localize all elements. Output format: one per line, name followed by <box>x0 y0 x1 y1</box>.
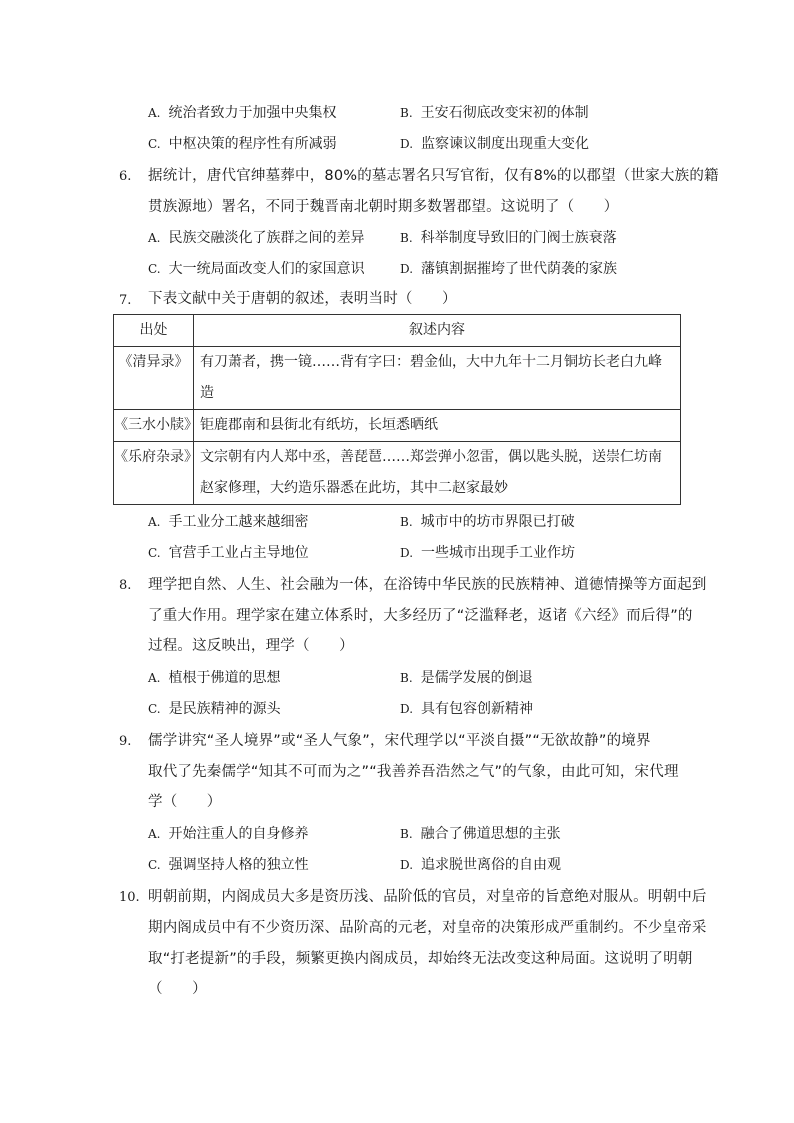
option-text: 具有包容创新精神 <box>421 701 534 717</box>
q7-option-d[interactable] <box>400 543 575 563</box>
option-key: B. <box>400 671 413 685</box>
option-key: A. <box>148 515 161 529</box>
q6-number: 6. <box>119 169 132 184</box>
q7-option-a[interactable] <box>148 512 308 532</box>
option-text: 城市中的坊市界限已打破 <box>420 514 575 530</box>
q9-option-c[interactable] <box>148 855 309 875</box>
q5-option-d[interactable] <box>400 134 589 154</box>
table-header: 出处 <box>114 315 194 347</box>
q10-stem-line: （ ） <box>148 981 207 997</box>
table-cell-source: 《清异录》 <box>114 347 194 410</box>
q6-stem-line: 据统计，唐代官绅墓葬中，80%的墓志署名只写官衔，仅有8%的以郡望（世家大族的籍 <box>148 168 719 184</box>
option-key: B. <box>400 515 413 529</box>
q9-option-b[interactable] <box>400 824 561 844</box>
option-key: B. <box>400 827 413 841</box>
q8-option-b[interactable] <box>400 668 533 688</box>
option-key: D. <box>400 858 414 872</box>
q6-option-d[interactable] <box>400 259 617 279</box>
q8-option-a[interactable] <box>148 668 280 688</box>
option-text: 中枢决策的程序性有所减弱 <box>168 136 337 152</box>
option-key: C. <box>148 262 161 276</box>
q9-stem-line: 取代了先秦儒学“知其不可而为之”“我善养吾浩然之气”的气象，由此可知，宋代理 <box>148 764 679 780</box>
table-cell-content <box>194 410 681 442</box>
option-text: 大一统局面改变人们的家国意识 <box>168 261 365 277</box>
q5-option-a[interactable] <box>148 103 336 123</box>
q7-number: 7. <box>119 293 132 308</box>
q10-stem-line: 明朝前期，内阁成员大多是资历浅、品阶低的官员，对皇帝的旨意绝对服从。明朝中后 <box>148 889 707 905</box>
q6-stem-line: 贯族源地）署名，不同于魏晋南北朝时期多数署郡望。这说明了（ ） <box>148 199 619 215</box>
q8-stem-line: 理学把自然、人生、社会融为一体，在浴铸中华民族的民族精神、道德情操等方面起到 <box>148 577 707 593</box>
option-text: 植根于佛道的思想 <box>168 670 281 686</box>
option-text: 手工业分工越来越细密 <box>168 514 309 530</box>
option-text: 官营手工业占主导地位 <box>168 545 309 561</box>
option-text: 科举制度导致旧的门阀士族衰落 <box>420 230 617 246</box>
option-text: 融合了佛道思想的主张 <box>420 826 561 842</box>
table-header-row <box>114 315 681 347</box>
q9-number: 9. <box>119 734 132 749</box>
q8-stem-line: 了重大作用。理学家在建立体系时，大多经历了“泛滥释老，返诸《六经》而后得”的 <box>148 608 693 624</box>
q6-option-b[interactable] <box>400 228 617 248</box>
option-key: D. <box>400 137 414 151</box>
option-text: 强调坚持人格的独立性 <box>168 857 309 873</box>
option-key: B. <box>400 231 413 245</box>
q10-stem-line: 取“打老提新”的手段，频繁更换内阁成员，却始终无法改变这种局面。这说明了明朝 <box>148 951 693 967</box>
content-line: 钜鹿郡南和县街北有纸坊，长垣悉晒纸 <box>200 417 438 433</box>
option-text: 统治者致力于加强中央集权 <box>168 105 337 121</box>
table-cell-source: 《三水小牍》 <box>114 410 194 442</box>
option-key: B. <box>400 106 413 120</box>
q8-number: 8. <box>119 578 132 593</box>
table-cell-source: 《乐府杂录》 <box>114 442 194 505</box>
q5-option-b[interactable] <box>400 103 589 123</box>
q8-stem-line: 过程。这反映出，理学（ ） <box>148 638 354 654</box>
q7-stem-line: 下表文献中关于唐朝的叙述，表明当时（ ） <box>148 291 457 307</box>
q6-option-c[interactable] <box>148 259 365 279</box>
content-line: 文宗朝有内人郑中丞，善琵琶……郑尝弹小忽雷，偶以匙头脱，送崇仁坊南 <box>200 449 662 465</box>
option-text: 藩镇割据摧垮了世代荫袭的家族 <box>421 261 618 277</box>
q10-stem-line: 期内阁成员中有不少资历深、品阶高的元老，对皇帝的决策形成严重制约。不少皇帝采 <box>148 920 707 936</box>
table-row <box>114 410 681 442</box>
q8-option-c[interactable] <box>148 699 281 719</box>
option-text: 开始注重人的自身修养 <box>168 826 309 842</box>
q10-number: 10. <box>119 890 140 905</box>
q9-option-d[interactable] <box>400 855 561 875</box>
q6-option-a[interactable] <box>148 228 364 248</box>
option-key: D. <box>400 702 414 716</box>
q9-stem-line: 学（ ） <box>148 794 222 810</box>
option-key: A. <box>148 231 161 245</box>
q7-option-c[interactable] <box>148 543 309 563</box>
q7-option-b[interactable] <box>400 512 575 532</box>
option-text: 民族交融淡化了族群之间的差异 <box>168 230 365 246</box>
option-key: D. <box>400 546 414 560</box>
option-text: 监察谏议制度出现重大变化 <box>421 136 590 152</box>
table-row <box>114 347 681 410</box>
source-table <box>113 314 681 505</box>
q9-stem-line: 儒学讲究“圣人境界”或“圣人气象”，宋代理学以“平淡自摄”“无欲故静”的境界 <box>148 733 651 749</box>
option-text: 追求脱世离俗的自由观 <box>421 857 562 873</box>
table-row <box>114 442 681 505</box>
option-key: D. <box>400 262 414 276</box>
table-cell-content <box>194 347 681 410</box>
table-cell-content <box>194 442 681 505</box>
content-line: 造 <box>200 385 214 401</box>
option-key: C. <box>148 137 161 151</box>
option-key: A. <box>148 671 161 685</box>
option-key: C. <box>148 702 161 716</box>
option-text: 是民族精神的源头 <box>168 701 281 717</box>
table-header: 叙述内容 <box>194 315 681 347</box>
option-text: 是儒学发展的倒退 <box>420 670 533 686</box>
option-key: A. <box>148 827 161 841</box>
option-key: A. <box>148 106 161 120</box>
option-key: C. <box>148 546 161 560</box>
content-line: 有刀萧者，携一镜……背有字曰：碧金仙，大中九年十二月铜坊长老白九峰 <box>200 354 662 370</box>
q9-option-a[interactable] <box>148 824 308 844</box>
option-text: 一些城市出现手工业作坊 <box>421 545 576 561</box>
option-key: C. <box>148 858 161 872</box>
option-text: 王安石彻底改变宋初的体制 <box>420 105 589 121</box>
q8-option-d[interactable] <box>400 699 533 719</box>
q5-option-c[interactable] <box>148 134 337 154</box>
content-line: 赵家修理，大约造乐器悉在此坊，其中二赵家最妙 <box>200 480 508 496</box>
